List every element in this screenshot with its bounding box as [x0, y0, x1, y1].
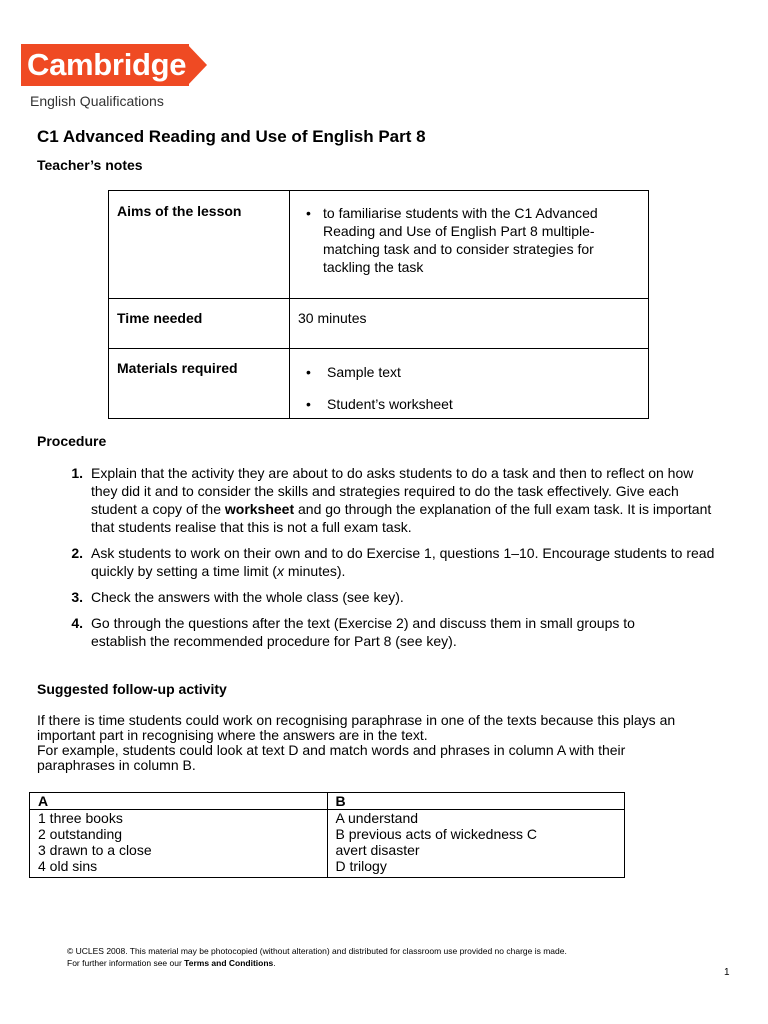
column-a-cell [30, 810, 328, 878]
step-number: 1. [71, 465, 83, 481]
bullet-icon: • [306, 205, 311, 221]
step-number: 4. [71, 615, 83, 631]
step-text-bold: worksheet [224, 501, 295, 517]
step-text [83, 544, 727, 580]
step-text-italic: x [276, 563, 284, 579]
step-text-part: Explain that the activity they are about to do asks students to do a task and then to reflect on how they did it and to consider the skills and strategies required to do the task effectively. Give each student a copy of the [91, 465, 694, 517]
bullet-icon: • [306, 396, 311, 412]
materials-bullet [298, 395, 640, 413]
column-a-item: 1 three books [38, 810, 123, 826]
footer-terms [67, 957, 567, 969]
step-number: 2. [71, 545, 83, 561]
lesson-info-table [108, 190, 649, 419]
aims-bullet-text: to familiarise students with the C1 Advanced Reading and Use of English Part 8 multiple-matching task and to consider strategies for tackling the task [323, 205, 598, 275]
time-value: 30 minutes [290, 299, 649, 349]
footer-copyright: © UCLES 2008. This material may be photocopied (without alteration) and distributed for classroom use provided no charge is made. [67, 946, 567, 956]
terms-link[interactable]: Terms and Conditions [184, 958, 274, 968]
procedure-heading: Procedure [37, 433, 107, 449]
bullet-icon: • [306, 364, 311, 380]
followup-paragraph: For example, students could look at text D and match words and phrases in column A with their paraphrases in column B. [37, 742, 626, 773]
materials-value [290, 349, 649, 419]
time-row [109, 299, 649, 349]
step-text-part: and go through the explanation of the full exam task. It is important that students realise that this is not a full exam task. [91, 501, 712, 535]
step-text: Check the answers with the whole class (see key). [91, 589, 404, 605]
column-b-header: B [327, 793, 625, 810]
aims-value [290, 191, 649, 299]
column-a-header: A [30, 793, 328, 810]
column-b-item: D trilogy [335, 858, 387, 874]
footer [67, 945, 567, 969]
step-text-part: Ask students to work on their own and to do Exercise 1, questions 1–10. Encourage students to read quickly by setting a time limit ( [91, 545, 715, 579]
column-b-item: B previous acts of wickedness C [335, 826, 538, 842]
column-b-item: avert disaster [335, 842, 420, 858]
column-b-cell [327, 810, 625, 878]
followup-text [37, 713, 727, 773]
paraphrase-match-table [29, 792, 625, 878]
match-body-row [30, 810, 625, 878]
step-text: Go through the questions after the text (Exercise 2) and discuss them in small groups to establish the recommended procedure for Part 8 (see key). [91, 615, 635, 649]
footer-terms-text: For further information see our [67, 958, 185, 968]
procedure-step [37, 614, 727, 650]
followup-paragraph: If there is time students could work on recognising paraphrase in one of the texts because this plays an important part in recognising where the answers are in the text. [37, 712, 676, 743]
column-a-item: 3 drawn to a close [38, 842, 152, 858]
procedure-step [37, 544, 727, 580]
column-a-item: 4 old sins [38, 858, 98, 874]
step-text-part: minutes). [283, 563, 346, 579]
aims-row [109, 191, 649, 299]
column-a-item: 2 outstanding [38, 826, 123, 842]
column-b-item: A understand [335, 810, 419, 826]
page-title: C1 Advanced Reading and Use of English Part 8 [37, 127, 426, 146]
materials-label: Materials required [109, 349, 290, 419]
procedure-steps [37, 464, 727, 658]
procedure-step [37, 588, 727, 606]
page-number: 1 [724, 967, 730, 978]
aims-label: Aims of the lesson [109, 191, 290, 299]
step-number: 3. [71, 589, 83, 605]
aims-bullet [298, 204, 640, 276]
footer-terms-end: . [273, 958, 276, 968]
step-text [83, 464, 723, 536]
match-header-row [30, 793, 625, 810]
page-subtitle: Teacher’s notes [37, 157, 143, 173]
logo-word: Cambridge [27, 47, 187, 82]
materials-bullet-text: Sample text [327, 364, 401, 380]
procedure-step [37, 464, 727, 536]
materials-bullet-text: Student’s worksheet [327, 396, 453, 412]
cambridge-logo [21, 44, 211, 114]
materials-bullet [298, 363, 640, 381]
logo-arrow-shape [187, 44, 207, 86]
followup-heading: Suggested follow-up activity [37, 681, 227, 697]
logo-subtitle: English Qualifications [30, 93, 164, 109]
materials-row [109, 349, 649, 419]
time-label: Time needed [109, 299, 290, 349]
